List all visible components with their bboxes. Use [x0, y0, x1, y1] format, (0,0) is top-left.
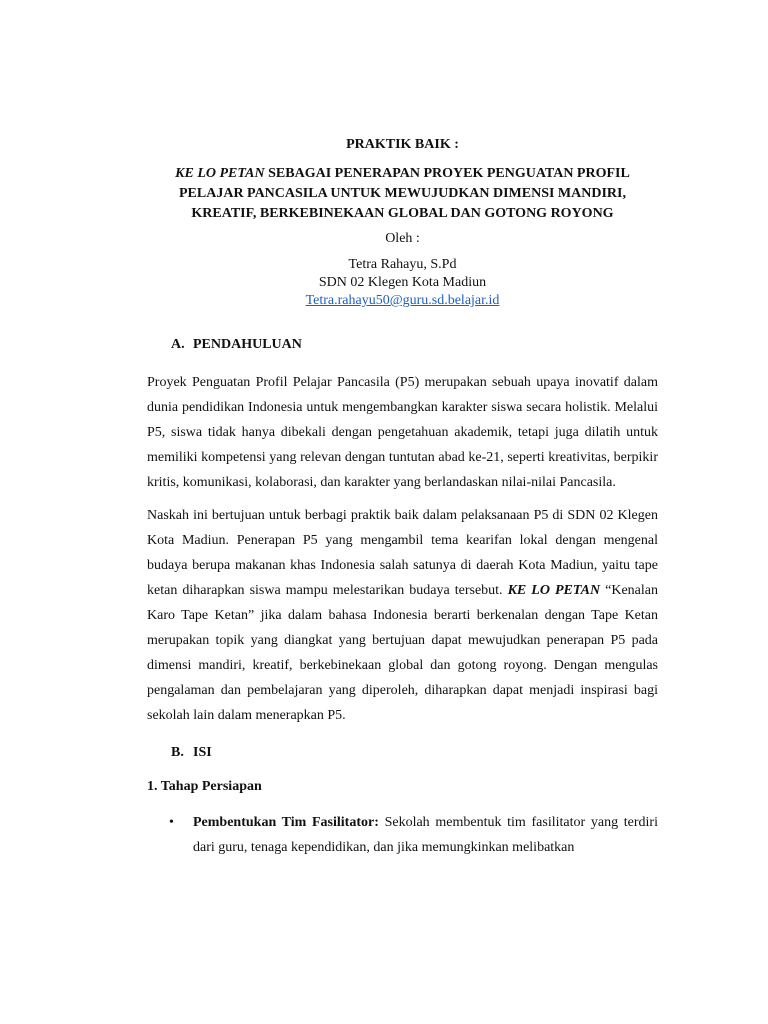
bullet-bold-label: Pembentukan Tim Fasilitator:	[193, 815, 379, 830]
title-rest-part: SEBAGAI PENERAPAN PROYEK PENGUATAN PROFIL PELAJAR PANCASILA UNTUK MEWUJUDKAN DIMENSI MANDIRI, KREATIF, BERKEBINEKAAN GLOBAL DAN GOTONG ROYONG	[179, 166, 630, 221]
para2-start: Naskah ini bertujuan untuk berbagi praktik baik dalam pelaksanaan P5 di SDN 02 Klegen Kota Madiun. Penerapan P5 yang mengambil tema kearifan lokal dengan mengenal budaya berupa makanan khas Indonesia salah satunya di daerah Kota Madiun, yaitu tape ketan diharapkan siswa mampu melestarikan budaya tersebut.	[147, 508, 658, 598]
author-email-link[interactable]: Tetra.rahayu50@guru.sd.belajar.id	[305, 293, 500, 308]
bullet-icon: •	[169, 815, 174, 830]
by-label: Oleh :	[385, 231, 420, 246]
section-a-heading	[171, 336, 658, 354]
bullet-list	[147, 810, 658, 860]
section-a-number: A.	[171, 337, 185, 352]
intro-paragraph-1: Proyek Penguatan Profil Pelajar Pancasila (P5) merupakan sebuah upaya inovatif dalam dunia pendidikan Indonesia untuk mengembangkan karakter siswa secara holistik. Melalui P5, siswa tidak hanya dibekali dengan pengetahuan akademik, tetapi juga dilatih untuk memiliki kompetensi yang relevan dengan tuntutan abad ke-21, seperti kreativitas, berpikir kritis, komunikasi, kolaborasi, dan karakter yang berlandaskan nilai-nilai Pancasila.	[147, 375, 658, 490]
author-block	[147, 256, 658, 310]
school-name: SDN 02 Klegen Kota Madiun	[318, 275, 487, 290]
bullet-text: Sekolah membentuk tim fasilitator yang terdiri dari guru, tenaga kependidikan, dan jika memungkinkan melibatkan	[193, 815, 658, 855]
section-b-number: B.	[171, 745, 184, 760]
title-italic-part: KE LO PETAN	[175, 166, 265, 181]
document-title	[147, 164, 658, 224]
section-b-heading	[171, 744, 658, 762]
document-page	[147, 136, 658, 860]
document-label: PRAKTIK BAIK :	[346, 137, 459, 152]
para2-italic: KE LO PETAN	[507, 583, 601, 598]
para2-end: “Kenalan Karo Tape Ketan” jika dalam bahasa Indonesia berarti berkenalan dengan Tape Ketan merupakan topik yang diangkat yang bertujuan dapat mewujudkan penerapan P5 pada dimensi mandiri, kreatif, berkebinekaan global dan gotong royong. Dengan mengulas pengalaman dan pembelajaran yang diperoleh, diharapkan dapat menjadi inspirasi bagi sekolah lain dalam menerapkan P5.	[147, 583, 658, 723]
intro-paragraph-2	[147, 503, 658, 728]
author-name: Tetra Rahayu, S.Pd	[348, 257, 457, 272]
subheading-tahap-persiapan: 1. Tahap Persiapan	[147, 779, 262, 794]
list-item	[147, 810, 658, 860]
section-b-title: ISI	[193, 745, 212, 760]
section-a-title: PENDAHULUAN	[193, 337, 302, 352]
